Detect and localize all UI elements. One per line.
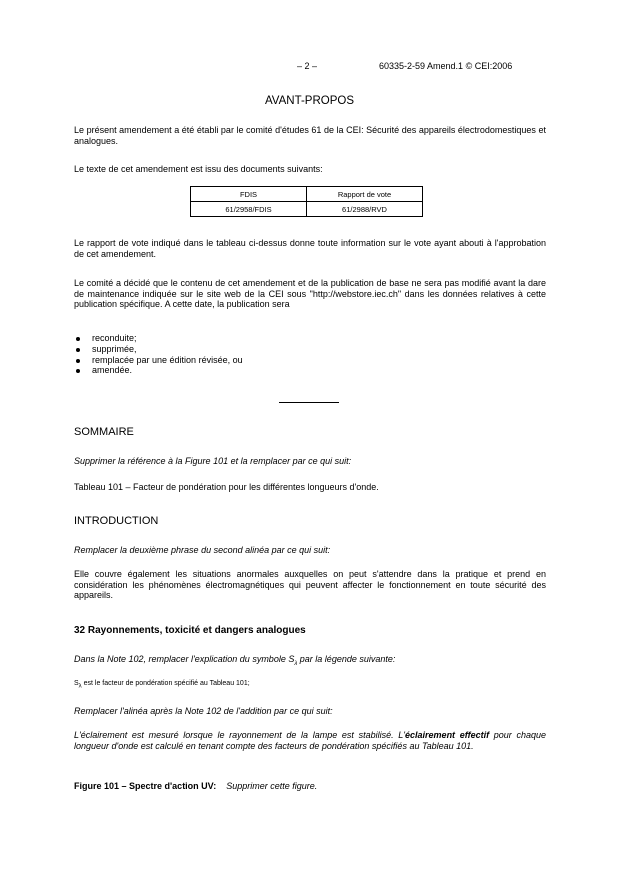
introduction-heading: INTRODUCTION [74, 515, 159, 527]
foreword-paragraph-3: Le rapport de vote indiqué dans le tableau ci-dessus donne toute information sur le vote ayant abouti à l'approbation de cet amendement. [74, 238, 546, 259]
introduction-instruction: Remplacer la deuxième phrase du second alinéa par ce qui suit: [74, 545, 331, 555]
introduction-text: Elle couvre également les situations anormales auxquelles on peut s'attendre dans la pratique et prend en considération les phénomènes électromagnétiques qui peuvent affecter le fonctionnement en toute sécurité des appareils. [74, 569, 546, 601]
foreword-title: AVANT-PROPOS [264, 95, 355, 107]
sommaire-heading: SOMMAIRE [74, 426, 134, 438]
table-cell: 61/2958/FDIS [191, 202, 307, 217]
list-item: remplacée par une édition révisée, ou [74, 355, 243, 366]
list-item: supprimée, [74, 344, 243, 355]
clause-32-heading: 32 Rayonnements, toxicité et dangers analogues [74, 625, 306, 636]
table-row [191, 202, 423, 217]
bullet-icon [76, 369, 80, 373]
page-number: – 2 – [297, 61, 318, 71]
table-header-cell: FDIS [191, 187, 307, 202]
foreword-paragraph-2: Le texte de cet amendement est issu des documents suivants: [74, 164, 323, 174]
table-cell: 61/2988/RVD [307, 202, 423, 217]
sommaire-text: Tableau 101 – Facteur de pondération pour les différentes longueurs d'onde. [74, 482, 379, 492]
figure-101-instruction: Supprimer cette figure. [226, 781, 318, 791]
foreword-paragraph-4: Le comité a décidé que le contenu de cet amendement et de la publication de base ne sera pas modifié avant la dare de maintenance indiquée sur le site web de la CEI sous "http://webstore.iec.ch" dans les données relatives à cette publication spécifique. A cette date, la publication sera [74, 278, 546, 310]
outcome-list [74, 333, 243, 376]
table-header-row [191, 187, 423, 202]
list-item: amendée. [74, 365, 243, 376]
bullet-icon [76, 359, 80, 363]
clause-32-paragraph: L'éclairement est mesuré lorsque le rayonnement de la lampe est stabilisé. L'éclairement effectif pour chaque longueur d'onde est calculé en tenant compte des facteurs de pondération spécifiés au Tableau 101. [74, 730, 546, 751]
document-reference: 60335-2-59 Amend.1 © CEI:2006 [379, 61, 513, 71]
clause-32-instruction-1: Dans la Note 102, remplacer l'explication du symbole $S_\lambda$ par la légende suivante: [74, 654, 396, 667]
table-header-cell: Rapport de vote [307, 187, 423, 202]
bullet-icon [76, 348, 80, 352]
foreword-paragraph-1: Le présent amendement a été établi par le comité d'études 61 de la CEI: Sécurité des appareils électrodomestiques et analogues. [74, 125, 546, 146]
sommaire-instruction: Supprimer la référence à la Figure 101 et la remplacer par ce qui suit: [74, 456, 352, 466]
list-item: reconduite; [74, 333, 243, 344]
bullet-icon [76, 337, 80, 341]
clause-32-instruction-2: Remplacer l'alinéa après la Note 102 de l'addition par ce qui suit: [74, 706, 333, 716]
voting-table [190, 186, 423, 217]
figure-101-label: Figure 101 – Spectre d'action UV: [74, 781, 217, 791]
clause-32-legend: $S_\lambda$ est le facteur de pondération spécifié au Tableau 101; [74, 680, 250, 690]
figure-101-note [74, 781, 546, 792]
section-divider [279, 402, 339, 403]
